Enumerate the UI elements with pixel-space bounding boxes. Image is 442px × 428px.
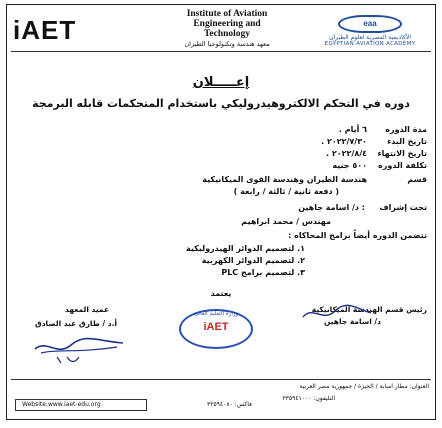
announcement-heading: إعـــــلان [192,75,250,90]
head-signature [297,301,377,327]
academy-name-english: EGYPTIAN AVIATION ACADEMY [324,41,416,47]
program-text: لتصميم الدوائر الهيدروليكية [186,244,295,253]
program-number: ١. [297,244,305,253]
institute-name-arabic: معهد هندسة وتكنولوجيا الطيران [184,40,270,48]
footer-divider [11,379,431,380]
institute-name-line1: Institute of Aviation [186,9,268,19]
course-title: دوره في التحكم الالكتروهيدروليكي باستخدام المتحكمات قابله البرمجة [32,97,410,110]
supervision-label: تحت إشراف [379,203,427,212]
program-item [221,268,305,277]
detail-value: ٥٠٠ جنيه [332,161,367,170]
approval-label: يعتمد [210,289,232,298]
academy-emblem: eaa [338,15,402,33]
detail-value: ٢٠٢٢/٨/٤ . [326,149,367,158]
program-item [202,256,305,265]
iaet-logo-text: iAET [13,15,77,45]
head-title: رئيس قسم الهندسة الميكانيكية [311,305,427,314]
stamp-ring-text: وزارة التعليم العالي [193,311,239,317]
batch-note: ( دفعة ثانية / ثالثة / رابعة ) [233,187,339,196]
dean-name: أ.د / طارق عبد الصادق [35,319,118,328]
detail-label: تاريخ البدء [387,137,427,146]
institute-header [171,9,283,49]
program-number: ٢. [297,256,305,265]
program-number: ٣. [297,268,305,277]
iaet-logo [13,15,91,45]
detail-value: ٦ أيام . [338,125,367,134]
supervisor-2: مهندس / محمد ابراهيم [241,217,331,226]
detail-value: ٢٠٢٢/٧/٣٠ . [321,137,367,146]
programs-intro: تتضمن الدوره أيضاً برامج المحاكاه : [288,231,427,240]
footer-website: Website:www.iaet-edu.org [22,401,101,408]
dean-title: عميد المعهد [65,305,110,314]
footer-address: العنوان: مطار امبابة / الجيزة / جمهورية مصر العربية [299,383,429,390]
stamp-logo: iAET [203,321,229,333]
detail-label: قسم [407,175,427,184]
program-item [186,244,305,253]
document-page [6,4,436,420]
supervisor-1: : د/ اسامة جاهين [298,203,365,212]
academy-logo [315,11,425,49]
detail-label: تكلفة الدوره [378,161,427,170]
detail-label: مدة الدوره [385,125,427,134]
institute-name-line3: Technology [203,29,251,39]
footer-phone: التليفون: ٣٣٥٩٤١٠٠٠ [282,395,335,402]
detail-label: تاريخ الانتهاء [377,149,427,158]
institute-stamp [179,309,253,349]
dean-signature [27,327,137,367]
footer-fax: فاكس: ٣٣٥٩٤٠٨٠ [207,401,252,408]
program-text: لتصميم الدوائر الكهربية [201,256,295,265]
academy-name-arabic: الأكاديمية المصرية لعلوم الطيران [329,34,411,41]
program-text: لتصميم برامج PLC [221,268,295,277]
header-divider [11,51,431,52]
head-name: د/ اسامة جاهين [324,317,381,326]
institute-name-line2: Engineering and [193,19,261,29]
website-box [15,399,147,411]
detail-value: هندسة الطيران وهندسة القوى الميكانيكية [202,175,367,184]
